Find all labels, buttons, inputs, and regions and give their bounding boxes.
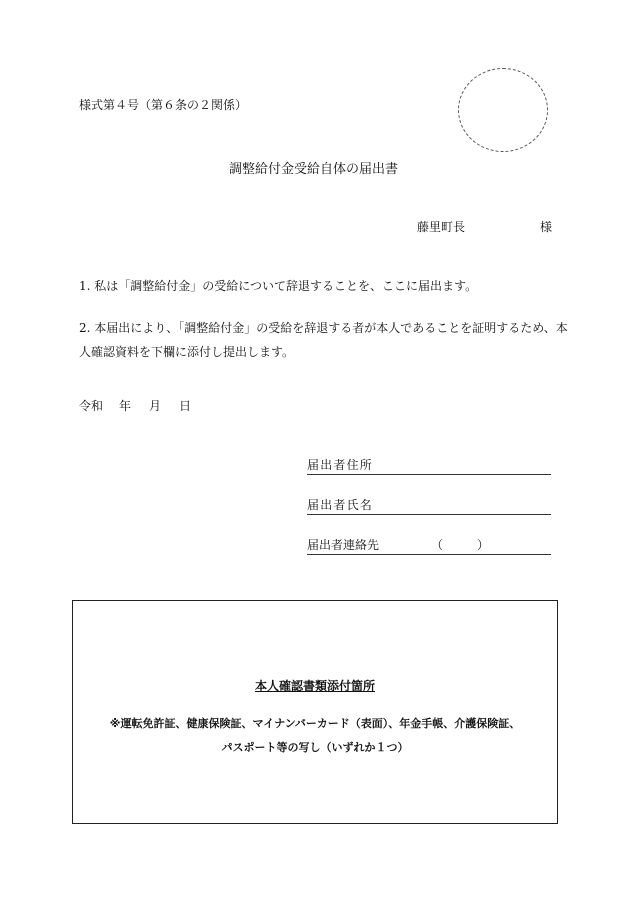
form-number: 様式第４号（第６条の２関係） [79, 98, 248, 112]
applicant-address-label: 届出者住所 [307, 458, 374, 472]
id-document-attachment-box [72, 600, 558, 824]
id-box-title: 本人確認書類添付箇所 [254, 679, 375, 693]
applicant-name-label: 届出者氏名 [307, 498, 374, 512]
addressee-name: 藤里町長 [417, 220, 466, 234]
date-month-label: 月 [149, 399, 162, 413]
id-box-note-line-2: パスポート等の写し（いずれか１つ） [221, 741, 409, 754]
id-box-note-line-1: ※運転免許証、健康保険証、マイナンバーカード（表面）、年金手帳、介護保険証、 [109, 717, 521, 730]
applicant-address-field[interactable] [307, 456, 551, 475]
date-era: 令和 [79, 399, 104, 413]
stamp-area-circle [458, 68, 548, 152]
applicant-contact-field[interactable] [307, 536, 551, 555]
applicant-name-field[interactable] [307, 496, 551, 515]
document-title: 調整給付金受給自体の届出書 [229, 162, 399, 177]
statement-paragraph-1: 1. 私は「調整給付金」の受給について辞退することを、ここに届出ます。 [79, 279, 478, 293]
date-line [79, 397, 191, 414]
contact-paren-close: ） [477, 538, 490, 552]
addressee-honorific: 様 [540, 220, 553, 234]
statement-paragraph-2: 2. 本届出により、「調整給付金」の受給を辞退する者が本人であることを証明するため、本人確認資料を下欄に添付し提出します。 [79, 321, 568, 359]
date-day-label: 日 [179, 399, 192, 413]
date-year-label: 年 [119, 399, 132, 413]
applicant-contact-label: 届出者連絡先 [307, 538, 380, 552]
contact-paren-open: （ [431, 538, 444, 552]
